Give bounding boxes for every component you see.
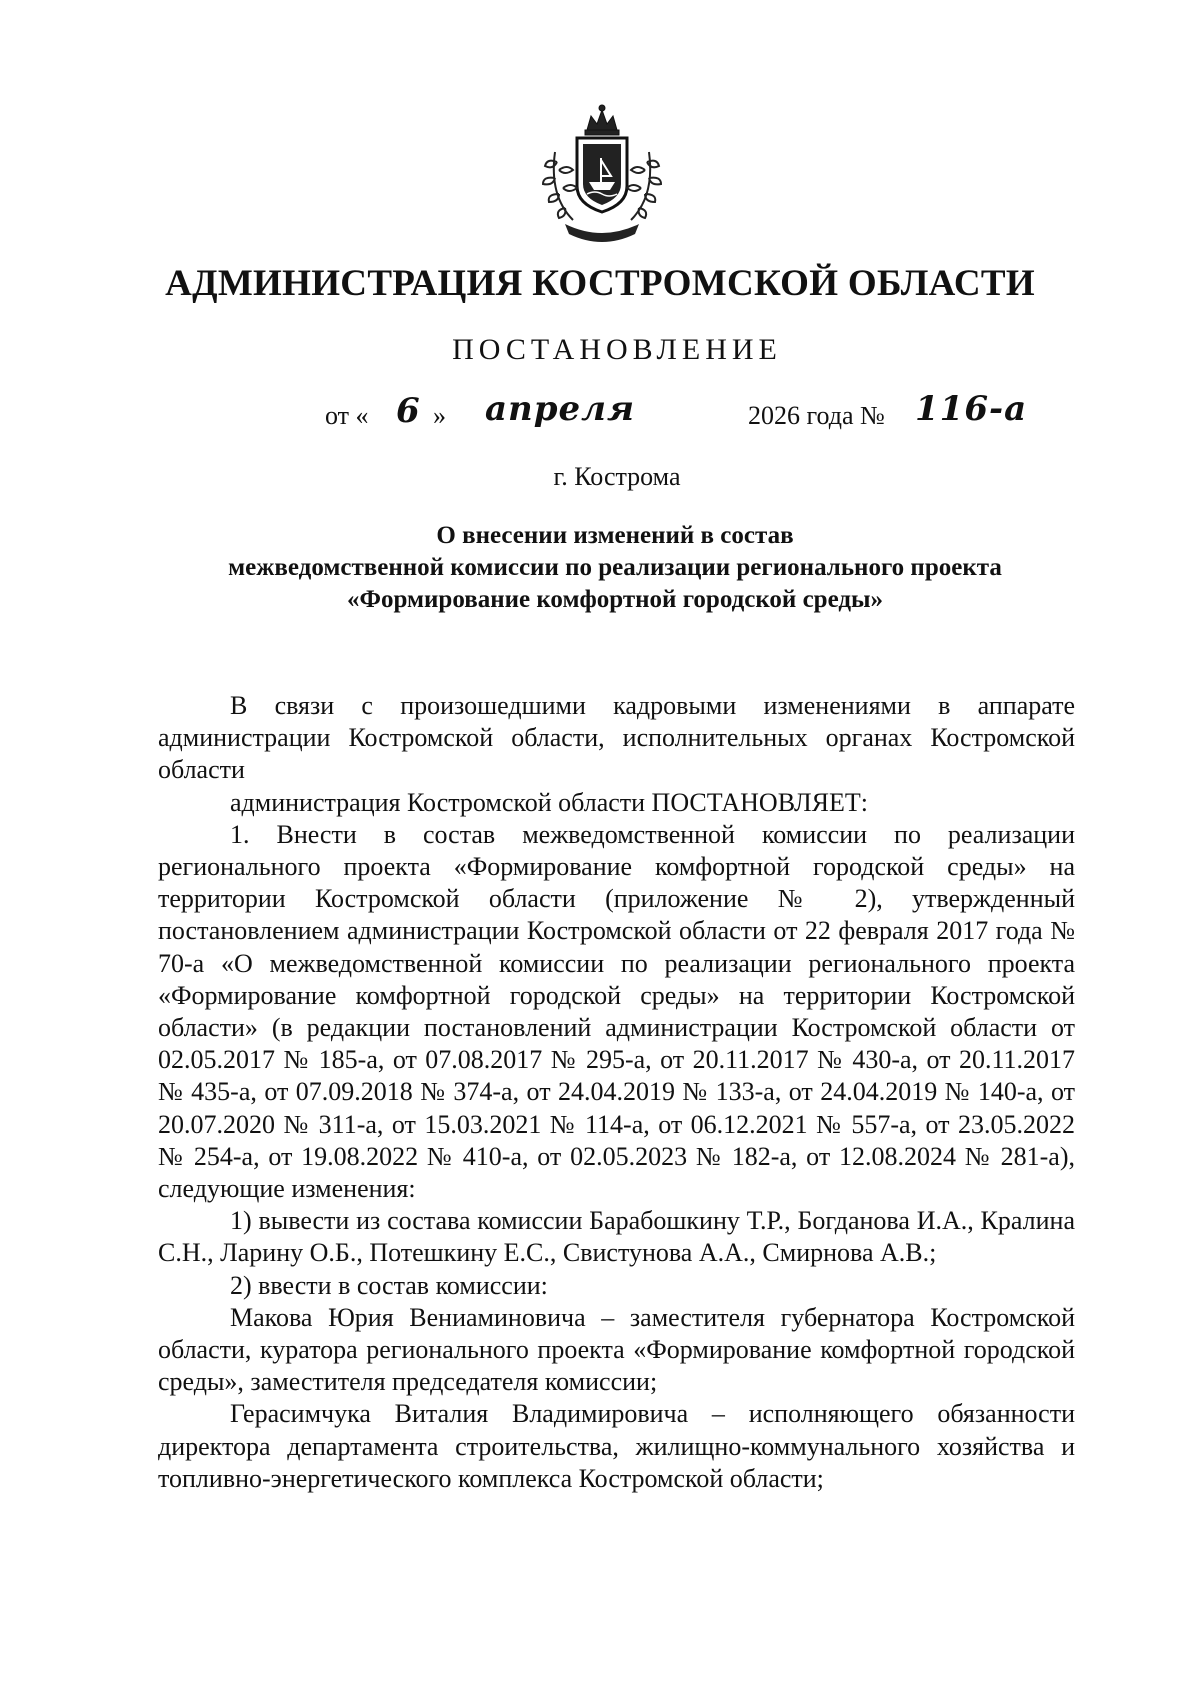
date-prefix: от «	[325, 401, 369, 430]
subject-line-3: «Формирование комфортной городской среды»	[346, 586, 884, 613]
paragraph-preamble: В связи с произошедшими кадровыми изменениями в аппарате администрации Костромской области, исполнительных органах Костромской области	[158, 691, 1075, 785]
paragraph-remove-members: 1) вывести из состава комиссии Барабошкину Т.Р., Богданова И.А., Кралина С.Н., Ларину О.Б., Потешкину Е.С., Свистунова А.А., Смирнова А.В.;	[158, 1206, 1075, 1268]
coat-of-arms-emblem	[535, 100, 669, 250]
paragraph-item-1: 1. Внести в состав межведомственной комиссии по реализации регионального проекта «Формирование комфортной городской среды» на территории Костромской области (приложение № 2), утвержденный постановлением администрации Костромской области от 22 февраля 2017 года № 70-а «О межведомственной комиссии по реализации регионального проекта «Формирование комфортной городской среды» на территории Костромской области» (в редакции постановлений администрации Костромской области от 02.05.2017 № 185-а, от 07.08.2017 № 295-а, от 20.11.2017 № 430-а, от 20.11.2017 № 435-а, от 07.09.2018 № 374-а, от 24.04.2019 № 133-а, от 24.04.2019 № 140-а, от 20.07.2020 № 311-а, от 15.03.2021 № 114-а, от 06.12.2021 № 557-а, от 23.05.2022 № 254-а, от 19.08.2022 № 410-а, от 02.05.2023 № 182-а, от 12.08.2024 № 281-а), следующие изменения:	[158, 819, 1075, 1204]
date-quote-close: »	[433, 401, 446, 430]
paragraph-member-gerasimchuk: Герасимчука Виталия Владимировича – исполняющего обязанности директора департамента строительства, жилищно-коммунального хозяйства и топливно-энергетического комплекса Костромской области;	[158, 1399, 1075, 1493]
paragraph-add-members: 2) ввести в состав комиссии:	[230, 1270, 548, 1300]
document-number-handwritten: 116-а	[915, 389, 1028, 429]
date-day-handwritten: 6	[396, 391, 421, 431]
subject-line-1: О внесении изменений в состав	[436, 522, 794, 549]
date-month-handwritten: апреля	[485, 389, 636, 429]
document-type: ПОСТАНОВЛЕНИЕ	[452, 333, 782, 366]
paragraph-member-makov: Макова Юрия Вениаминовича – заместителя губернатора Костромской области, куратора регионального проекта «Формирование комфортной городской среды», заместителя председателя комиссии;	[158, 1302, 1075, 1397]
document-subject	[140, 520, 1090, 616]
place-of-issue: г. Кострома	[553, 462, 681, 491]
date-year-label: 2026 года №	[748, 401, 885, 430]
paragraph-resolves: администрация Костромской области ПОСТАНОВЛЯЕТ:	[230, 787, 869, 817]
organization-title: АДМИНИСТРАЦИЯ КОСТРОМСКОЙ ОБЛАСТИ	[165, 263, 1035, 304]
document-body	[158, 690, 1075, 1495]
date-line	[325, 389, 1045, 443]
subject-line-2: межведомственной комиссии по реализации регионального проекта	[228, 554, 1002, 581]
